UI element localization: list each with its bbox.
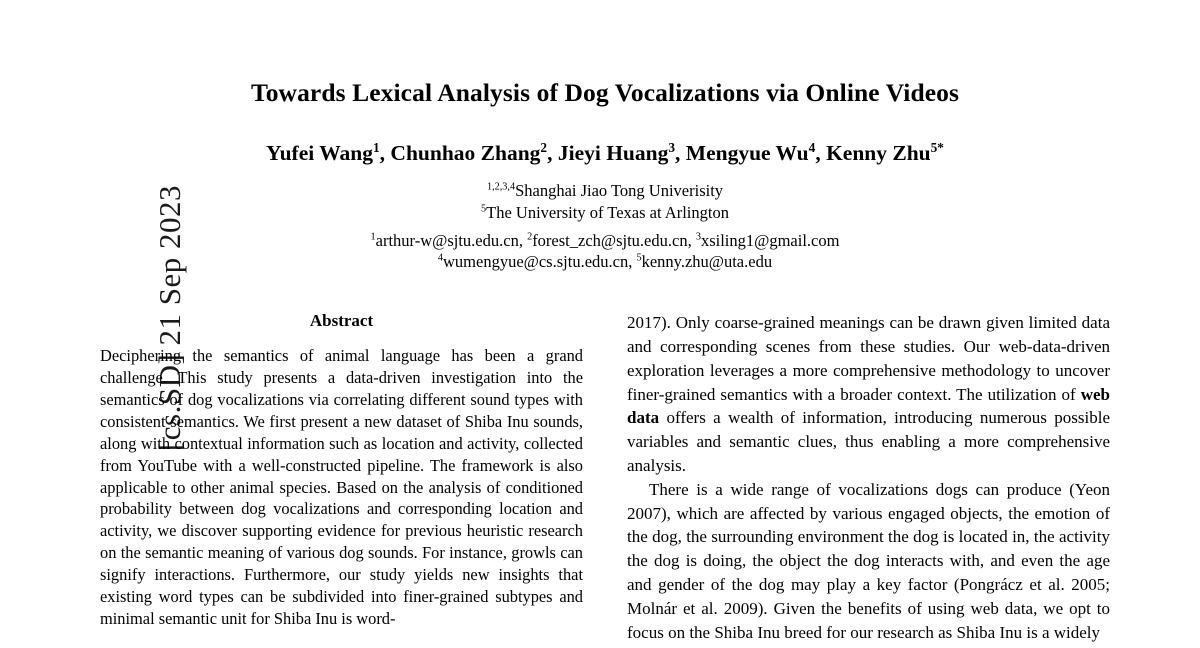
affiliation-block — [100, 180, 1110, 224]
email-block — [100, 230, 1110, 274]
author-affiliation-marker: 1 — [373, 140, 380, 155]
author-list: Yufei Wang$^1$, Chunhao Zhang$^2$, Jieyi Huang$^3$, Mengyue Wu$^4$, Kenny Zhu$^{5*}$ — [266, 140, 944, 166]
body-paragraph: 2017). Only coarse-grained meanings can be drawn given limited data and corresponding scenes from these studies. Our web-data-driven exploration leverages a more comprehensive methodology to uncover finer-grained semantics with a broader context. The utilization of web data offers a wealth of information, introducing numerous possible variables and semantic clues, thus enabling a more comprehensive analysis. — [627, 313, 1110, 475]
affiliation-line: $^{1,2,3,4}$Shanghai Jiao Tong Univerisity — [486, 181, 724, 201]
author: Mengyue Wu$^4$ — [685, 140, 816, 166]
author: Jieyi Huang$^3$ — [557, 140, 676, 166]
affiliation-marker: 1,2,3,4 — [486, 181, 516, 193]
email-marker: 5 — [636, 252, 642, 264]
email-marker: 3 — [695, 231, 701, 243]
email-line: $^1$arthur-w@sjtu.edu.cn, $^2$forest_zch@sjtu.edu.cn, $^3$xsiling1@gmail.com — [370, 230, 840, 250]
emphasis-web-data: web data — [627, 384, 1110, 428]
author-affiliation-marker: 2 — [540, 140, 548, 155]
arxiv-identifier-stamp: [cs.SD] 21 Sep 2023 — [152, 184, 187, 452]
abstract-heading: Abstract — [309, 311, 374, 331]
abstract-text: Deciphering the semantics of animal language has been a grand challenge. This study presents a data-driven investigation into the semantics of dog vocalizations via correlating different sound types with consistent semantics. We first present a new dataset of Shiba Inu sounds, along with contextual information such as location and activity, collected from YouTube with a well-constructed pipeline. The framework is also applicable to other animal species. Based on the analysis of conditioned probability between dog vocalizations and corresponding location and activity, we discover supporting evidence for previous heuristic research on the semantic meaning of various dog sounds. For instance, growls can signify interactions. Furthermore, our study yields new insights that existing word types can be subdivided into finer-grained subtypes and minimal semantic unit for Shiba Inu is word- — [100, 346, 583, 628]
email-marker: 4 — [437, 252, 444, 264]
author: Yufei Wang$^1$ — [266, 140, 380, 166]
two-column-body — [100, 311, 1110, 644]
email-marker: 1 — [370, 231, 376, 243]
affiliation-marker: 5 — [481, 203, 487, 215]
email-marker: 2 — [527, 231, 533, 243]
author-affiliation-marker: 5* — [930, 140, 944, 155]
email-line: $^4$wumengyue@cs.sjtu.edu.cn, $^5$kenny.zhu@uta.edu — [437, 252, 773, 272]
author: Chunhao Zhang$^2$ — [390, 140, 548, 166]
author-affiliation-marker: 3 — [668, 140, 676, 155]
paper-content — [100, 0, 1110, 644]
body-paragraph: There is a wide range of vocalizations dogs can produce (Yeon 2007), which are affected by various engaged objects, the emotion of the dog, the surrounding environment the dog is located in, the activity the dog is doing, the object the dog interacts with, and even the age and gender of the dog may play a key factor (Pongrácz et al. 2005; Molnár et al. 2009). Given the benefits of using web data, we opt to focus on the Shiba Inu breed for our research as Shiba Inu is a widely — [627, 479, 1110, 642]
right-column — [627, 311, 1110, 644]
left-column — [100, 311, 583, 644]
page-title: Towards Lexical Analysis of Dog Vocalizations via Online Videos — [250, 78, 960, 107]
author-affiliation-marker: 4 — [808, 140, 816, 155]
author: Kenny Zhu$^{5*}$ — [826, 140, 944, 166]
affiliation-line: $^5$The University of Texas at Arlington — [481, 202, 729, 222]
